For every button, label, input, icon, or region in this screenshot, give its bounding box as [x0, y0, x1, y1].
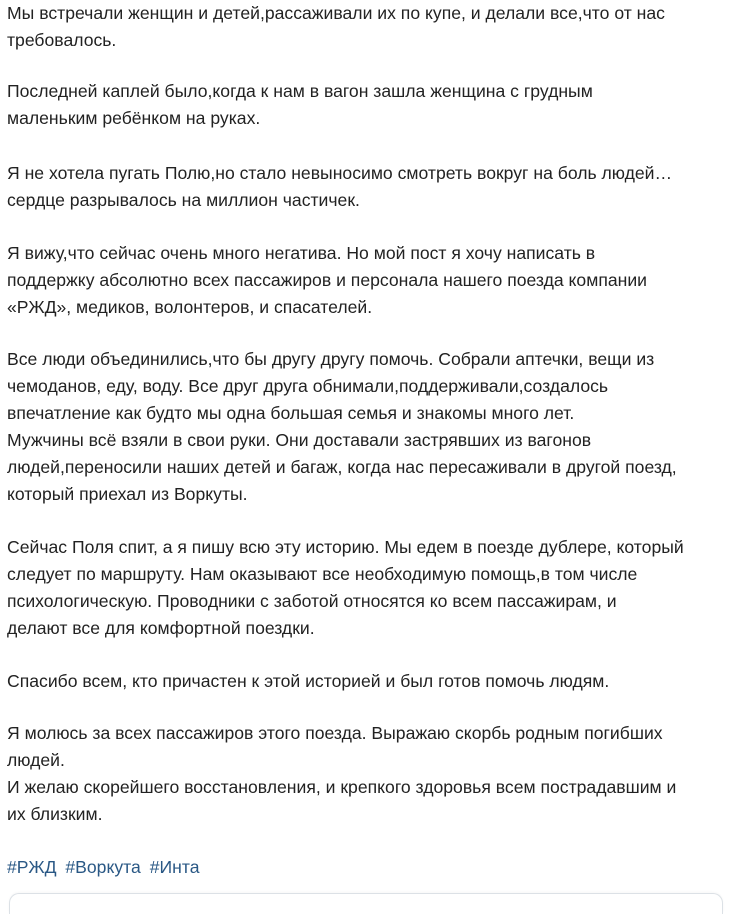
- hashtag-vorkuta-link[interactable]: #Воркута: [65, 857, 141, 877]
- post-paragraph: Последней каплей было,когда к нам в вагон зашла женщина с грудным маленьким ребёнком на руках.: [7, 81, 593, 128]
- post-paragraph: Я молюсь за всех пассажиров этого поезда. Выражаю скорбь родным погибших людей. И желаю скорейшего восстановления, и крепкого здоровья всем пострадавшим и их близким.: [7, 723, 677, 824]
- hashtag-inta-link[interactable]: #Инта: [149, 857, 200, 877]
- post-paragraph: Спасибо всем, кто причастен к этой историей и был готов помочь людям.: [7, 671, 610, 691]
- post-paragraph: Я не хотела пугать Полю,но стало невыносимо смотреть вокруг на боль людей… сердце разрывалось на миллион частичек.: [7, 163, 673, 210]
- next-post-card: [9, 893, 723, 914]
- post-paragraph: Я вижу,что сейчас очень много негатива. Но мой пост я хочу написать в поддержку абсолютно всех пассажиров и персонала нашего поезда компании «РЖД», медиков, волонтеров, и спасателей.: [7, 243, 647, 317]
- post-paragraph: Сейчас Поля спит, а я пишу всю эту историю. Мы едем в поезде дублере, который следует по маршруту. Нам оказывают все необходимую помощь,в том числе психологическую. Проводники с заботой относятся ко всем пассажирам, и делают все для комфортной поездки.: [7, 537, 684, 638]
- hashtag-rzd-link[interactable]: #РЖД: [7, 857, 57, 877]
- hashtag-list: [7, 854, 204, 881]
- post-paragraph: Мы встречали женщин и детей,рассаживали их по купе, и делали все,что от нас требовалось.: [7, 3, 665, 50]
- post-paragraph: Все люди объединились,что бы другу другу помочь. Собрали аптечки, вещи из чемоданов, еду, воду. Все друг друга обнимали,поддерживали,создалось впечатление как будто мы одна большая семья и знакомы много лет. Мужчины всё взяли в свои руки. Они доставали застрявших из вагонов людей,переносили наших детей и багаж, когда нас пересаживали в другой поезд, который приехал из Воркуты.: [7, 349, 677, 504]
